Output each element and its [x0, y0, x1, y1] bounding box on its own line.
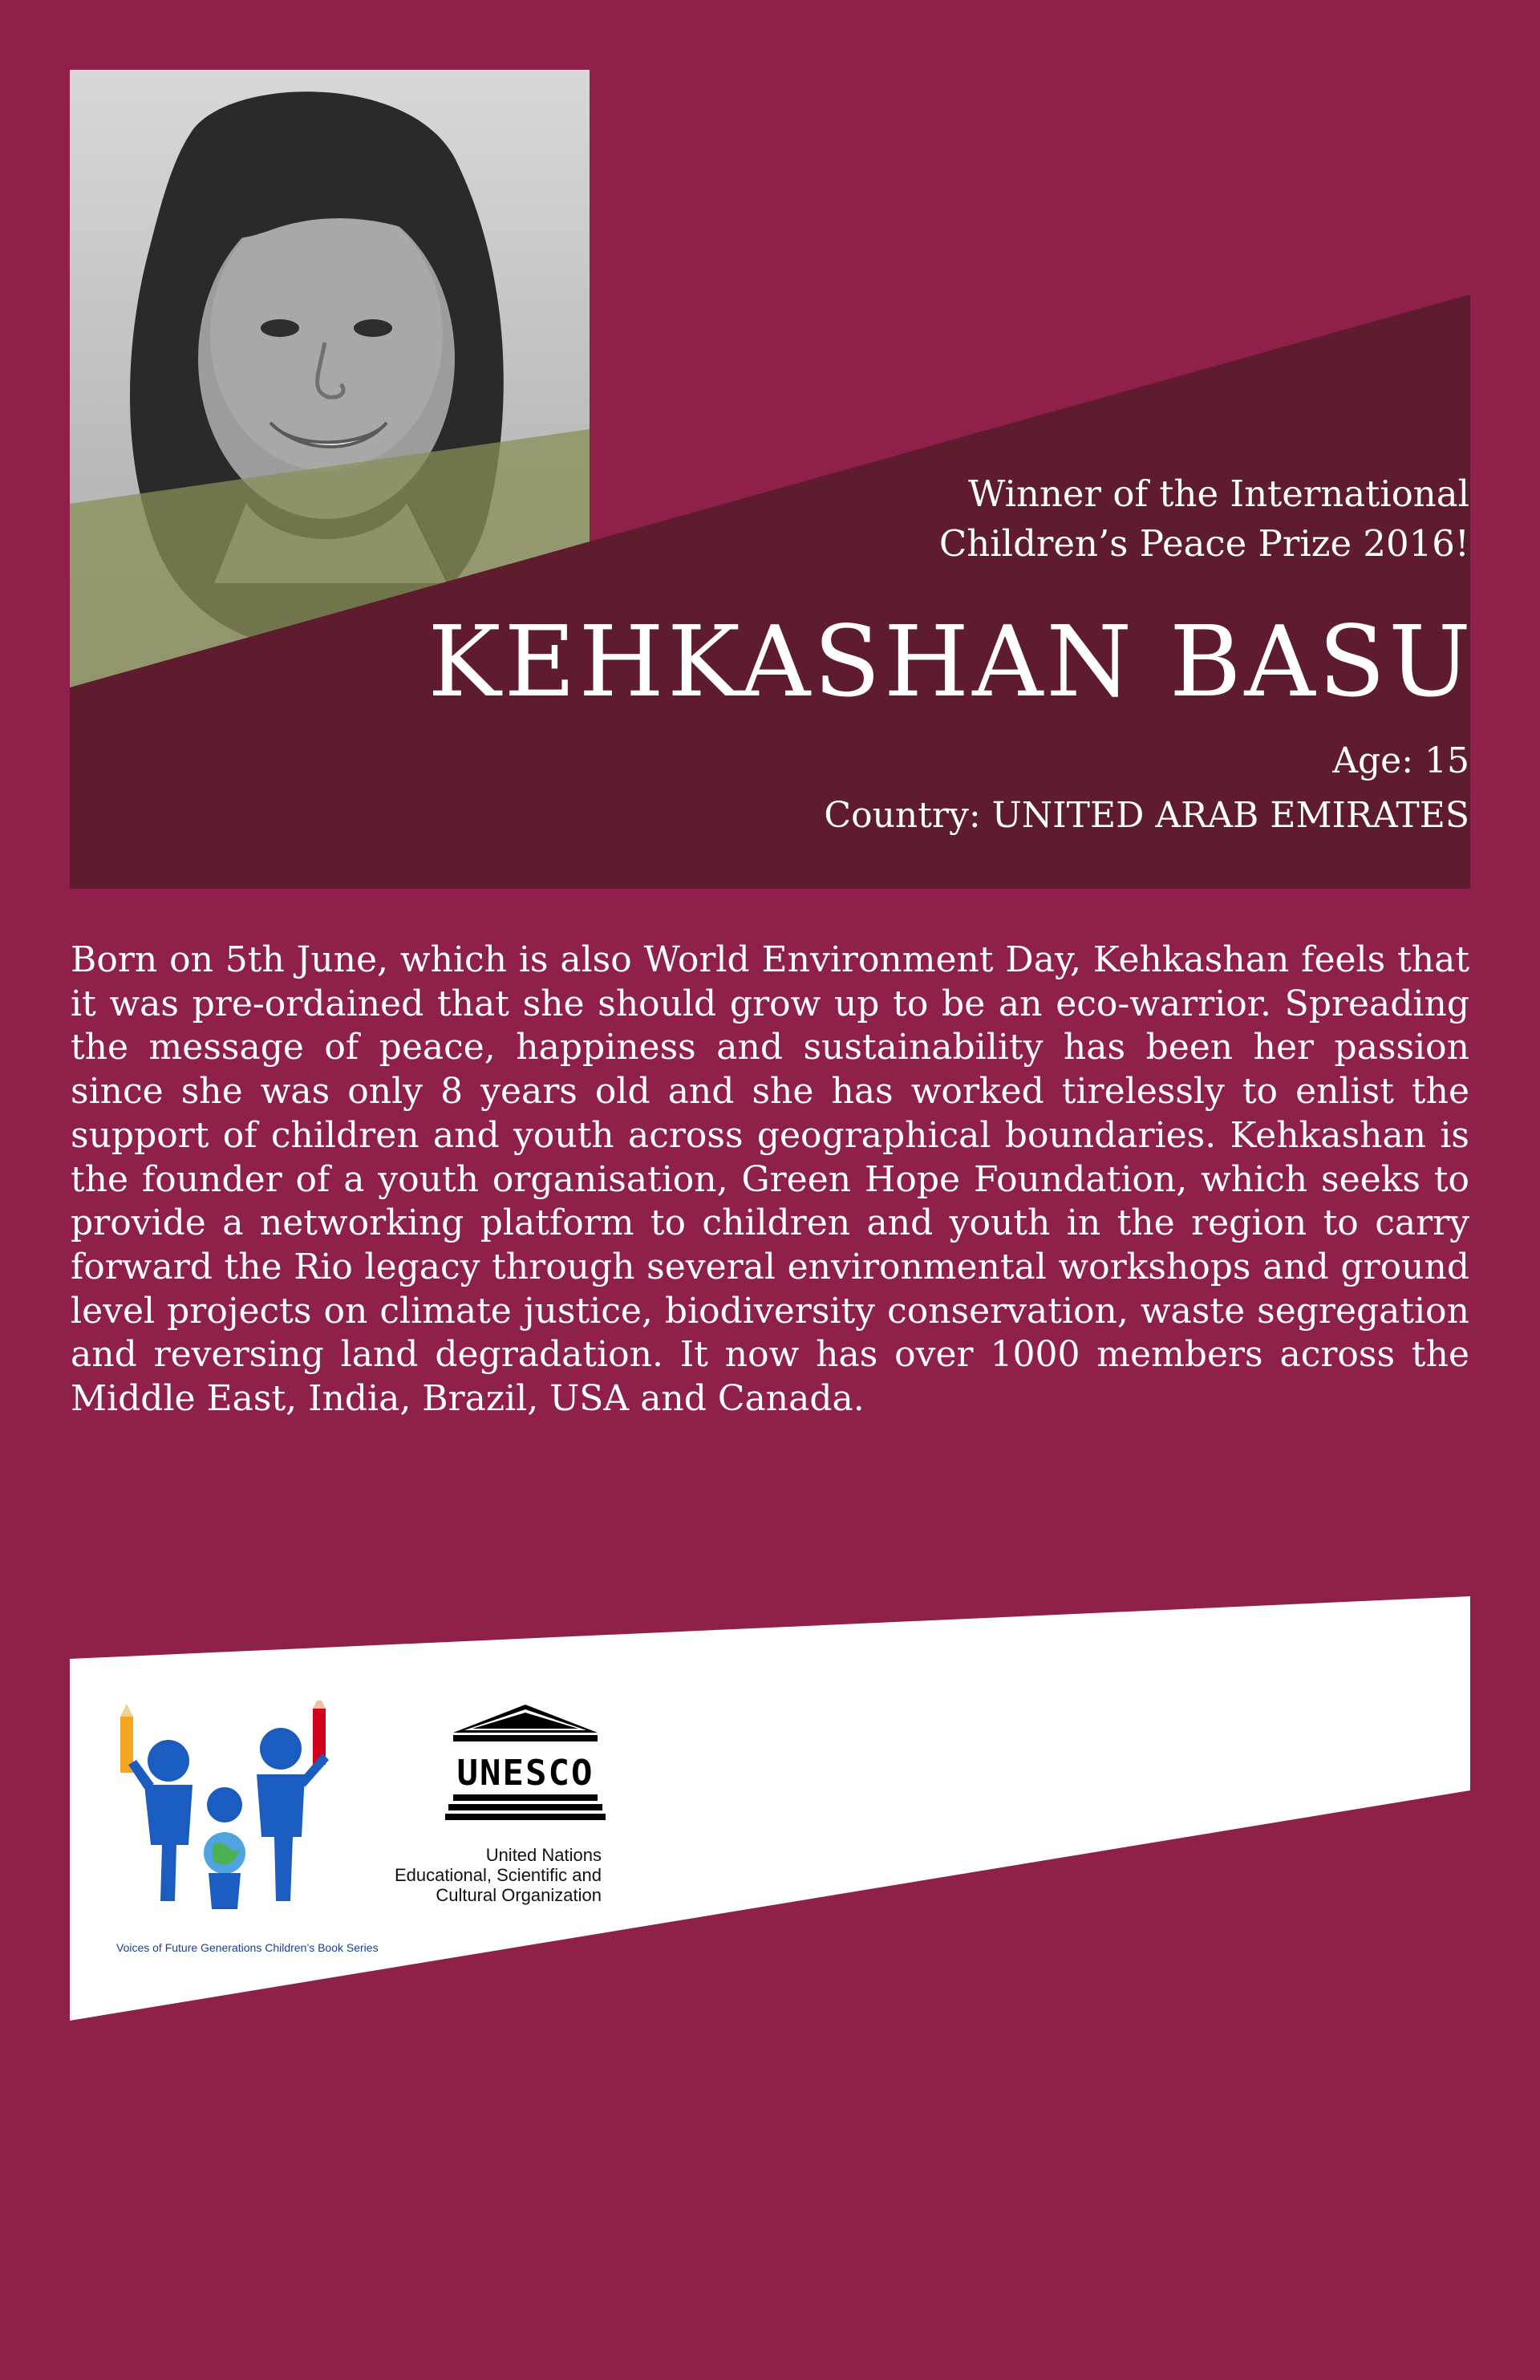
- person-country: Country: UNITED ARAB EMIRATES: [824, 795, 1469, 836]
- biography-text: Born on 5th June, which is also World Environment Day, Kehkashan feels that it was pre-ordained that she should grow up to be an eco-warrior. Spreading the message of peace, happiness and sustainability has been her passion since she was only 8 years old and she has worked tirelessly to enlist the support of children and youth across geographical boundaries. Kehkashan is the founder of a youth organisation, Green Hope Foundation, which seeks to provide a networking platform to children and youth in the region to carry forward the Rio legacy through several environmental workshops and ground level projects on climate justice, biodiversity conservation, waste segregation and reversing land degradation. It now has over 1000 members across the Middle East, India, Brazil, USA and Canada.: [71, 939, 1469, 1420]
- unesco-line-3: Cultural Organization: [436, 1885, 602, 1905]
- award-line-2: Children’s Peace Prize 2016!: [938, 522, 1469, 565]
- vfg-logo: [112, 1701, 353, 1917]
- award-line-1: Winner of the International: [968, 472, 1469, 515]
- unesco-line-2: Educational, Scientific and: [394, 1865, 602, 1885]
- unesco-full-name: [369, 1845, 602, 1905]
- award-text: [748, 469, 1469, 569]
- unesco-logo: [445, 1705, 606, 1825]
- vfg-caption: Voices of Future Generations Children’s Book Series: [116, 1941, 379, 1954]
- person-age: Age: 15: [1332, 740, 1469, 781]
- unesco-wordmark: UNESCO: [456, 1753, 594, 1794]
- person-name: KEHKASHAN BASU: [428, 605, 1474, 719]
- unesco-line-1: United Nations: [485, 1845, 602, 1865]
